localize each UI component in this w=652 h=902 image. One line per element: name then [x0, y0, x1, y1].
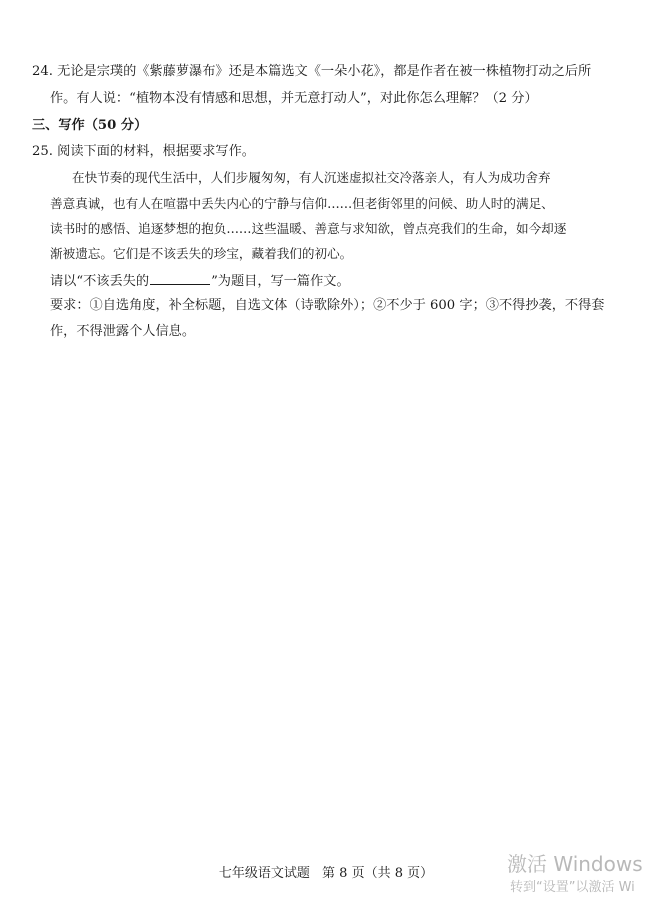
material-line: 渐被遗忘。它们是不该丢失的珍宝，藏着我们的初心。	[50, 246, 353, 261]
material-line: 在快节奏的现代生活中，人们步履匆匆，有人沉迷虚拟社交冷落亲人，有人为成功舍弃	[72, 170, 551, 185]
essay-prompt-before: 请以“不该丢失的	[50, 274, 150, 289]
question-25-instruction: 25. 阅读下面的材料，根据要求写作。	[32, 144, 255, 159]
exam-title: 七年级语文试题	[218, 866, 310, 881]
essay-prompt	[50, 272, 350, 290]
activation-watermark-title: 激活 Windows	[507, 852, 643, 876]
requirements-line-1: 要求：①自选角度，补全标题，自选文体（诗歌除外）；②不少于 600 字；③不得抄袭，不得套	[50, 298, 605, 313]
activation-watermark-subtitle: 转到“设置”以激活 Wi	[510, 880, 635, 895]
title-blank	[150, 272, 210, 285]
material-line: 善意真诚，也有人在喧嚣中丢失内心的宁静与信仰……但老街邻里的问候、助人时的满足、	[50, 196, 554, 211]
question-24-line-1: 24. 无论是宗璞的《紫藤萝瀑布》还是本篇选文《一朵小花》，都是作者在被一株植物打动之后所	[32, 64, 592, 79]
essay-prompt-after: ”为题目，写一篇作文。	[211, 274, 350, 289]
section-heading-writing: 三、写作（50 分）	[32, 118, 148, 133]
material-line: 读书时的感悟、追逐梦想的抱负……这些温暖、善意与求知欲，曾点亮我们的生命，如今却逐	[50, 221, 567, 236]
requirements-line-2: 作，不得泄露个人信息。	[50, 324, 196, 339]
page-number: 第 8 页（共 8 页）	[322, 866, 434, 881]
question-24-line-2: 作。有人说：“植物本没有情感和思想，并无意打动人”，对此你怎么理解？（2 分）	[50, 91, 538, 106]
